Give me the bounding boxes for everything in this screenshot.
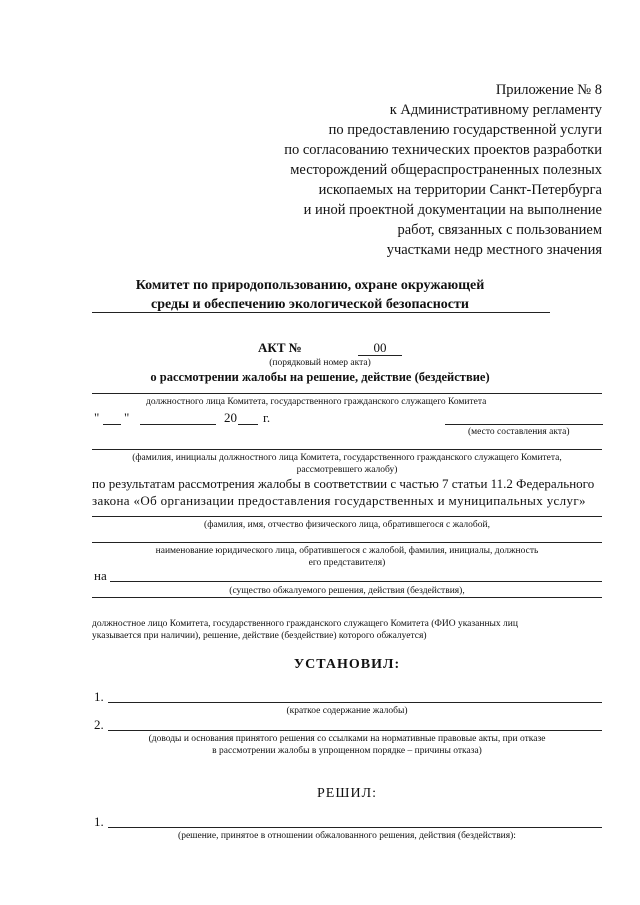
place-caption: (место составления акта) [468, 427, 570, 437]
legal-caption-2: его представителя) [308, 558, 386, 568]
on-label: на [94, 568, 107, 583]
date-year-field[interactable] [238, 424, 258, 425]
appendix-line: работ, связанных с пользованием [397, 222, 602, 238]
essence-caption: (существо обжалуемого решения, действия (бездействия), [229, 586, 465, 596]
established-item-2-caption-1: (доводы и основания принятого решения со ссылками на нормативные правовые акты, при отказе [148, 734, 546, 744]
date-quote-close: " [124, 410, 130, 425]
established-heading: УСТАНОВИЛ: [293, 657, 401, 672]
reviewer-caption-2: рассмотревшего жалобу) [296, 465, 398, 475]
appendix-line: Приложение № 8 [495, 82, 602, 98]
legal-caption-1: наименование юридического лица, обратившегося с жалобой, фамилия, инициалы, должность [155, 546, 539, 556]
date-day-field[interactable] [103, 424, 121, 425]
act-number[interactable]: 00 [373, 340, 387, 355]
act-number-caption: (порядковый номер акта) [269, 358, 371, 368]
official-appealed-2: указывается при наличии), решение, действие (бездействие) которого обжалуется) [92, 631, 427, 641]
established-item-1-num: 1. [94, 689, 104, 704]
act-label: АКТ № [258, 340, 302, 355]
reviewer-line[interactable] [92, 449, 602, 450]
person-line[interactable] [92, 516, 602, 517]
established-item-2-num: 2. [94, 717, 104, 732]
date-quote-open: " [94, 410, 100, 425]
legal-line[interactable] [92, 542, 602, 543]
date-month-field[interactable] [140, 424, 216, 425]
appendix-line: и иной проектной документации на выполнение [303, 202, 602, 218]
official-line[interactable] [92, 393, 602, 394]
agency-line-2: среды и обеспечению экологической безопасности [151, 297, 469, 312]
agency-line-1: Комитет по природопользованию, охране окружающей [135, 278, 485, 293]
results-line-1: по результатам рассмотрения жалобы в соответствии с частью 7 статьи 11.2 Федерального [92, 476, 595, 491]
decided-item-1-field[interactable] [108, 827, 602, 828]
official-caption: должностного лица Комитета, государственного гражданского служащего Комитета [146, 397, 487, 407]
results-line-2: закона «Об организации предоставления государственных и муниципальных услуг» [92, 493, 586, 508]
decided-item-1-caption: (решение, принятое в отношении обжалованного решения, действия (бездействия): [178, 831, 516, 841]
appendix-line: по согласованию технических проектов разработки [284, 142, 602, 158]
decided-item-1-num: 1. [94, 814, 104, 829]
appendix-line: месторождений общераспространенных полезных [290, 162, 602, 178]
on-field[interactable] [110, 581, 602, 582]
date-year-suffix: г. [263, 410, 271, 425]
appendix-line: к Административному регламенту [389, 102, 602, 118]
appendix-line: участками недр местного значения [386, 242, 602, 258]
official-appealed-1: должностное лицо Комитета, государственного гражданского служащего Комитета (ФИО указанных лиц [92, 619, 518, 629]
established-item-1-field[interactable] [108, 702, 602, 703]
reviewer-caption-1: (фамилия, инициалы должностного лица Комитета, государственного гражданского служащего Комитета, [132, 453, 562, 463]
agency-heading [80, 276, 540, 314]
appendix-line: по предоставлению государственной услуги [328, 122, 602, 138]
agency-underline [92, 312, 550, 313]
date-year-prefix: 20 [224, 410, 237, 425]
act-number-line [358, 355, 402, 356]
established-item-2-caption-2: в рассмотрении жалобы в упрощенном порядке – причины отказа) [212, 746, 482, 756]
appendix-line: ископаемых на территории Санкт-Петербурга [318, 182, 602, 198]
appendix-header [284, 80, 602, 260]
established-item-1-caption: (краткое содержание жалобы) [286, 706, 408, 716]
established-item-2-field[interactable] [108, 730, 602, 731]
person-caption: (фамилия, имя, отчество физического лица, обратившегося с жалобой, [204, 520, 490, 530]
essence-line[interactable] [92, 597, 602, 598]
decided-heading: РЕШИЛ: [317, 786, 377, 801]
place-field[interactable] [445, 424, 603, 425]
act-subject: о рассмотрении жалобы на решение, действие (бездействие) [150, 370, 490, 384]
